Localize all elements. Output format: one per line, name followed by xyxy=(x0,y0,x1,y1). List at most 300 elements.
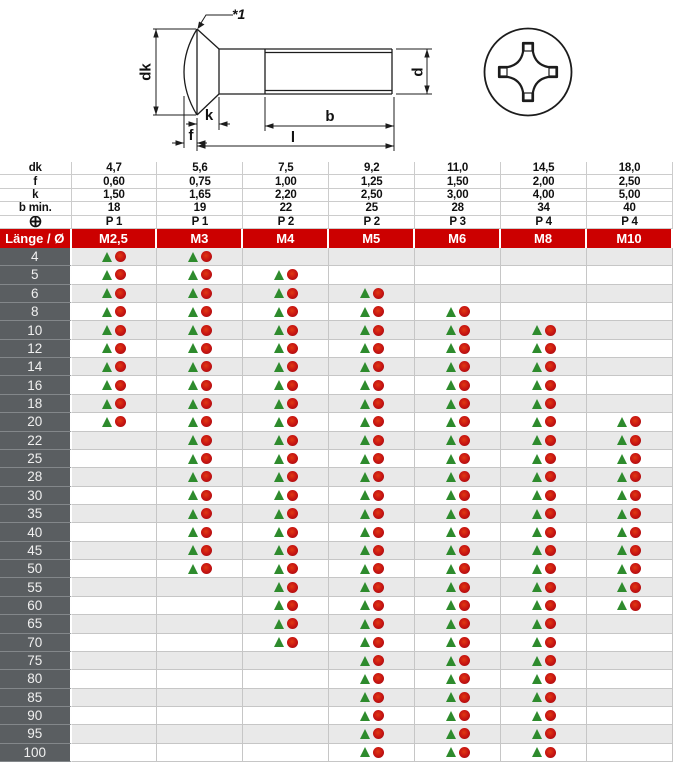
availability-cell xyxy=(587,376,673,394)
availability-markers xyxy=(532,435,556,446)
availability-markers xyxy=(532,343,556,354)
availability-markers xyxy=(360,325,384,336)
triangle-icon xyxy=(360,637,370,647)
circle-icon xyxy=(287,508,298,519)
availability-cell xyxy=(587,725,673,743)
triangle-icon xyxy=(360,417,370,427)
circle-icon xyxy=(373,655,384,666)
availability-cell xyxy=(72,523,158,541)
triangle-icon xyxy=(274,637,284,647)
circle-icon xyxy=(545,435,556,446)
availability-cell xyxy=(243,285,329,303)
availability-cell xyxy=(329,395,415,413)
table-row xyxy=(0,395,673,413)
triangle-icon xyxy=(360,619,370,629)
circle-icon xyxy=(287,269,298,280)
availability-cell xyxy=(157,468,243,486)
annotation-star1: *1 xyxy=(232,6,246,22)
circle-icon xyxy=(545,563,556,574)
triangle-icon xyxy=(532,472,542,482)
table-row xyxy=(0,432,673,450)
spec-row xyxy=(0,175,673,188)
availability-markers xyxy=(446,637,470,648)
spec-value: P 1 xyxy=(72,216,158,229)
availability-cell xyxy=(243,597,329,615)
availability-markers xyxy=(360,398,384,409)
availability-markers xyxy=(188,435,212,446)
triangle-icon xyxy=(360,600,370,610)
circle-icon xyxy=(545,692,556,703)
triangle-icon xyxy=(274,600,284,610)
availability-markers xyxy=(446,747,470,758)
availability-markers xyxy=(274,435,298,446)
circle-icon xyxy=(201,471,212,482)
availability-cell xyxy=(72,670,158,688)
availability-markers xyxy=(274,508,298,519)
triangle-icon xyxy=(360,380,370,390)
availability-cell xyxy=(415,248,501,266)
availability-cell xyxy=(329,725,415,743)
length-cell: 40 xyxy=(0,523,72,541)
availability-cell xyxy=(329,468,415,486)
table-row xyxy=(0,597,673,615)
availability-cell xyxy=(243,505,329,523)
availability-markers xyxy=(532,563,556,574)
triangle-icon xyxy=(532,747,542,757)
circle-icon xyxy=(115,251,126,262)
availability-cell xyxy=(72,450,158,468)
availability-cell xyxy=(72,266,158,284)
circle-icon xyxy=(115,361,126,372)
triangle-icon xyxy=(532,729,542,739)
availability-cell xyxy=(329,248,415,266)
table-row xyxy=(0,376,673,394)
circle-icon xyxy=(201,508,212,519)
length-cell: 75 xyxy=(0,652,72,670)
spec-value: 34 xyxy=(501,202,587,215)
availability-cell xyxy=(329,413,415,431)
triangle-icon xyxy=(274,490,284,500)
circle-icon xyxy=(459,728,470,739)
availability-cell xyxy=(501,523,587,541)
spec-value: 2,50 xyxy=(587,175,673,188)
circle-icon xyxy=(545,343,556,354)
circle-icon xyxy=(201,545,212,556)
triangle-icon xyxy=(360,711,370,721)
availability-markers xyxy=(532,600,556,611)
circle-icon xyxy=(459,398,470,409)
availability-cell xyxy=(501,560,587,578)
spec-value: 1,00 xyxy=(243,175,329,188)
availability-cell xyxy=(329,597,415,615)
availability-markers xyxy=(532,673,556,684)
availability-markers xyxy=(274,343,298,354)
availability-cell xyxy=(329,744,415,762)
circle-icon xyxy=(373,673,384,684)
table-row xyxy=(0,634,673,652)
table-row xyxy=(0,578,673,596)
availability-markers xyxy=(360,655,384,666)
triangle-icon xyxy=(446,711,456,721)
circle-icon xyxy=(287,453,298,464)
availability-markers xyxy=(274,637,298,648)
circle-icon xyxy=(545,527,556,538)
triangle-icon xyxy=(102,343,112,353)
triangle-icon xyxy=(446,307,456,317)
circle-icon xyxy=(115,306,126,317)
availability-cell xyxy=(243,578,329,596)
triangle-icon xyxy=(360,343,370,353)
availability-cell xyxy=(501,321,587,339)
availability-cell xyxy=(72,340,158,358)
availability-cell xyxy=(587,542,673,560)
circle-icon xyxy=(459,490,470,501)
circle-icon xyxy=(459,637,470,648)
circle-icon xyxy=(459,306,470,317)
length-cell: 35 xyxy=(0,505,72,523)
availability-markers xyxy=(532,692,556,703)
triangle-icon xyxy=(532,362,542,372)
circle-icon xyxy=(373,288,384,299)
availability-markers xyxy=(188,398,212,409)
triangle-icon xyxy=(360,674,370,684)
triangle-icon xyxy=(446,472,456,482)
circle-icon xyxy=(115,380,126,391)
availability-markers xyxy=(360,343,384,354)
triangle-icon xyxy=(617,509,627,519)
availability-cell xyxy=(157,505,243,523)
availability-cell xyxy=(587,395,673,413)
circle-icon xyxy=(545,361,556,372)
availability-cell xyxy=(329,670,415,688)
length-cell: 12 xyxy=(0,340,72,358)
length-cell: 5 xyxy=(0,266,72,284)
availability-markers xyxy=(532,416,556,427)
availability-markers xyxy=(617,416,641,427)
circle-icon xyxy=(545,453,556,464)
circle-icon xyxy=(459,655,470,666)
spec-value: 19 xyxy=(157,202,243,215)
table-row xyxy=(0,560,673,578)
table-row xyxy=(0,468,673,486)
triangle-icon xyxy=(446,674,456,684)
availability-cell xyxy=(157,450,243,468)
availability-markers xyxy=(274,269,298,280)
availability-markers xyxy=(446,380,470,391)
availability-markers xyxy=(532,325,556,336)
availability-cell xyxy=(243,248,329,266)
availability-cell xyxy=(243,615,329,633)
circle-icon xyxy=(201,306,212,317)
availability-markers xyxy=(360,728,384,739)
availability-cell xyxy=(501,615,587,633)
spec-row xyxy=(0,162,673,175)
circle-icon xyxy=(545,471,556,482)
circle-icon xyxy=(287,582,298,593)
availability-cell xyxy=(415,634,501,652)
triangle-icon xyxy=(188,490,198,500)
length-cell: 50 xyxy=(0,560,72,578)
availability-markers xyxy=(532,728,556,739)
availability-markers xyxy=(102,306,126,317)
availability-cell xyxy=(587,321,673,339)
triangle-icon xyxy=(532,656,542,666)
spec-value: 4,7 xyxy=(72,162,158,175)
availability-cell xyxy=(72,413,158,431)
triangle-icon xyxy=(532,711,542,721)
availability-cell xyxy=(329,542,415,560)
triangle-icon xyxy=(446,527,456,537)
availability-markers xyxy=(360,563,384,574)
length-cell: 25 xyxy=(0,450,72,468)
availability-markers xyxy=(274,398,298,409)
availability-cell xyxy=(157,560,243,578)
availability-cell xyxy=(72,432,158,450)
spec-value: 40 xyxy=(587,202,673,215)
triangle-icon xyxy=(360,747,370,757)
size-table xyxy=(0,162,673,762)
availability-cell xyxy=(157,376,243,394)
availability-markers xyxy=(446,471,470,482)
availability-markers xyxy=(532,527,556,538)
triangle-icon xyxy=(532,527,542,537)
availability-markers xyxy=(274,618,298,629)
availability-cell xyxy=(415,523,501,541)
phillips-cross-icon xyxy=(29,216,42,229)
availability-markers xyxy=(532,618,556,629)
availability-cell xyxy=(243,413,329,431)
circle-icon xyxy=(287,398,298,409)
triangle-icon xyxy=(446,582,456,592)
triangle-icon xyxy=(188,454,198,464)
availability-markers xyxy=(188,490,212,501)
spec-value: P 1 xyxy=(157,216,243,229)
availability-cell xyxy=(587,303,673,321)
availability-markers xyxy=(446,453,470,464)
availability-cell xyxy=(501,744,587,762)
length-cell: 16 xyxy=(0,376,72,394)
phillips-recess-view xyxy=(485,29,572,116)
triangle-icon xyxy=(274,454,284,464)
availability-cell xyxy=(415,395,501,413)
size-column-label: M4 xyxy=(243,229,329,248)
triangle-icon xyxy=(532,435,542,445)
size-column-label: M3 xyxy=(157,229,243,248)
triangle-icon xyxy=(617,417,627,427)
availability-cell xyxy=(157,487,243,505)
triangle-icon xyxy=(188,343,198,353)
table-row xyxy=(0,505,673,523)
circle-icon xyxy=(287,343,298,354)
spec-value: 28 xyxy=(415,202,501,215)
length-cell: 45 xyxy=(0,542,72,560)
circle-icon xyxy=(287,325,298,336)
circle-icon xyxy=(459,545,470,556)
availability-cell xyxy=(243,432,329,450)
triangle-icon xyxy=(274,343,284,353)
availability-cell xyxy=(587,487,673,505)
circle-icon xyxy=(373,618,384,629)
size-column-label: M10 xyxy=(587,229,673,248)
availability-cell xyxy=(329,321,415,339)
availability-markers xyxy=(360,416,384,427)
circle-icon xyxy=(459,673,470,684)
availability-cell xyxy=(243,376,329,394)
availability-markers xyxy=(617,453,641,464)
availability-markers xyxy=(360,673,384,684)
triangle-icon xyxy=(274,435,284,445)
availability-markers xyxy=(274,582,298,593)
triangle-icon xyxy=(532,674,542,684)
circle-icon xyxy=(459,710,470,721)
triangle-icon xyxy=(532,637,542,647)
triangle-icon xyxy=(360,729,370,739)
triangle-icon xyxy=(532,343,542,353)
availability-cell xyxy=(501,670,587,688)
availability-markers xyxy=(532,655,556,666)
availability-markers xyxy=(617,600,641,611)
availability-cell xyxy=(72,376,158,394)
availability-cell xyxy=(243,303,329,321)
triangle-icon xyxy=(532,545,542,555)
availability-markers xyxy=(532,508,556,519)
availability-cell xyxy=(501,248,587,266)
triangle-icon xyxy=(188,362,198,372)
availability-cell xyxy=(501,542,587,560)
triangle-icon xyxy=(532,380,542,390)
availability-markers xyxy=(188,361,212,372)
spec-label xyxy=(0,216,72,229)
circle-icon xyxy=(287,545,298,556)
triangle-icon xyxy=(188,399,198,409)
availability-cell xyxy=(415,652,501,670)
triangle-icon xyxy=(274,582,284,592)
availability-cell xyxy=(243,523,329,541)
table-row xyxy=(0,358,673,376)
availability-cell xyxy=(329,523,415,541)
availability-markers xyxy=(102,398,126,409)
circle-icon xyxy=(201,527,212,538)
availability-cell xyxy=(157,652,243,670)
availability-cell xyxy=(157,615,243,633)
availability-cell xyxy=(72,597,158,615)
availability-cell xyxy=(243,542,329,560)
availability-cell xyxy=(157,266,243,284)
triangle-icon xyxy=(532,490,542,500)
availability-markers xyxy=(188,269,212,280)
availability-cell xyxy=(587,468,673,486)
availability-markers xyxy=(102,325,126,336)
circle-icon xyxy=(287,306,298,317)
availability-cell xyxy=(415,597,501,615)
availability-cell xyxy=(587,578,673,596)
circle-icon xyxy=(115,325,126,336)
circle-icon xyxy=(459,435,470,446)
circle-icon xyxy=(373,398,384,409)
triangle-icon xyxy=(274,545,284,555)
availability-markers xyxy=(360,490,384,501)
availability-markers xyxy=(274,380,298,391)
availability-cell xyxy=(587,652,673,670)
technical-drawing xyxy=(0,0,673,162)
circle-icon xyxy=(545,545,556,556)
availability-markers xyxy=(532,471,556,482)
availability-markers xyxy=(102,343,126,354)
availability-cell xyxy=(587,615,673,633)
circle-icon xyxy=(630,471,641,482)
triangle-icon xyxy=(188,545,198,555)
triangle-icon xyxy=(274,380,284,390)
availability-cell xyxy=(501,376,587,394)
availability-cell xyxy=(501,266,587,284)
availability-cell xyxy=(587,432,673,450)
triangle-icon xyxy=(532,692,542,702)
spec-value: 18,0 xyxy=(587,162,673,175)
availability-markers xyxy=(617,490,641,501)
availability-cell xyxy=(72,615,158,633)
availability-markers xyxy=(360,618,384,629)
triangle-icon xyxy=(617,545,627,555)
availability-markers xyxy=(274,325,298,336)
circle-icon xyxy=(115,343,126,354)
availability-markers xyxy=(360,637,384,648)
spec-value: 11,0 xyxy=(415,162,501,175)
triangle-icon xyxy=(274,307,284,317)
availability-cell xyxy=(501,432,587,450)
length-cell: 14 xyxy=(0,358,72,376)
availability-cell xyxy=(72,634,158,652)
availability-cell xyxy=(72,689,158,707)
circle-icon xyxy=(201,343,212,354)
triangle-icon xyxy=(102,362,112,372)
availability-cell xyxy=(329,652,415,670)
availability-markers xyxy=(274,527,298,538)
triangle-icon xyxy=(274,472,284,482)
circle-icon xyxy=(630,508,641,519)
length-cell: 90 xyxy=(0,707,72,725)
circle-icon xyxy=(201,325,212,336)
circle-icon xyxy=(373,343,384,354)
availability-cell xyxy=(415,450,501,468)
circle-icon xyxy=(630,435,641,446)
triangle-icon xyxy=(188,472,198,482)
circle-icon xyxy=(373,380,384,391)
availability-markers xyxy=(360,545,384,556)
availability-cell xyxy=(329,707,415,725)
circle-icon xyxy=(630,582,641,593)
circle-icon xyxy=(373,325,384,336)
availability-markers xyxy=(274,490,298,501)
spec-row xyxy=(0,216,673,229)
triangle-icon xyxy=(617,527,627,537)
availability-markers xyxy=(446,361,470,372)
spec-value: 18 xyxy=(72,202,158,215)
spec-row xyxy=(0,189,673,202)
table-row xyxy=(0,450,673,468)
availability-cell xyxy=(415,505,501,523)
availability-cell xyxy=(501,578,587,596)
circle-icon xyxy=(201,288,212,299)
triangle-icon xyxy=(446,490,456,500)
availability-cell xyxy=(587,634,673,652)
availability-markers xyxy=(360,380,384,391)
triangle-icon xyxy=(446,399,456,409)
circle-icon xyxy=(545,728,556,739)
triangle-icon xyxy=(532,600,542,610)
availability-cell xyxy=(329,560,415,578)
spec-value: 1,65 xyxy=(157,189,243,202)
availability-cell xyxy=(501,505,587,523)
